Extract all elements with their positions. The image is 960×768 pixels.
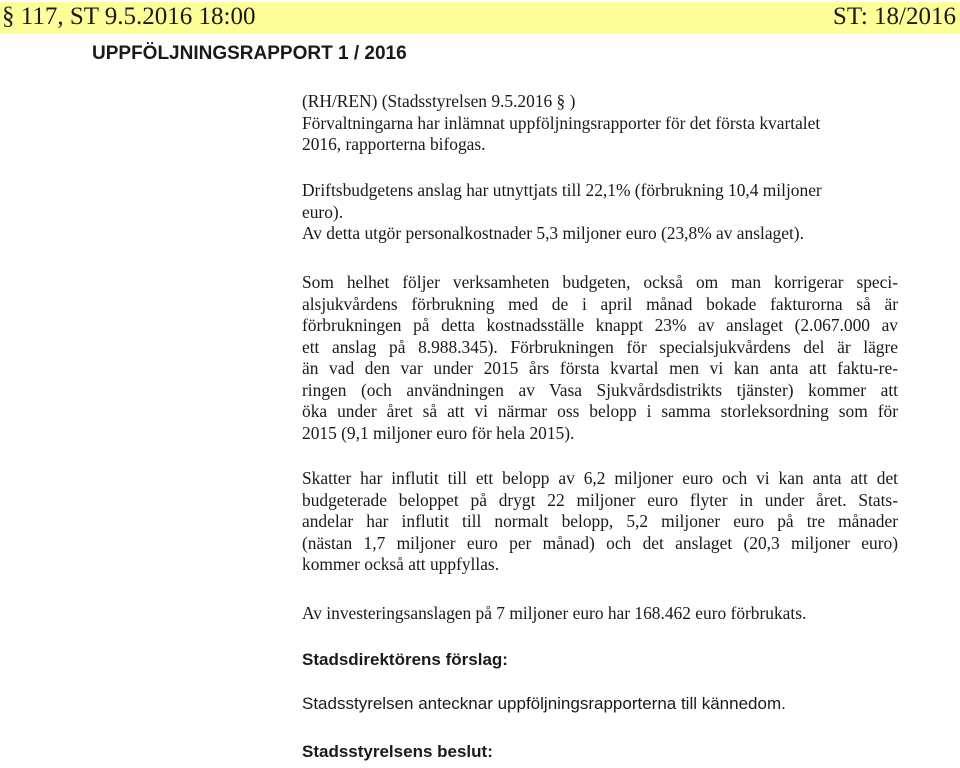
overall-line: ett anslag på 8.988.345). Förbrukningen för specialsjukvårdens del är lägre xyxy=(302,336,898,357)
taxes-line: budgeterade beloppet på drygt 22 miljoner euro flyter in under året. Stats- xyxy=(302,489,898,510)
investments-line: Av investeringsanslagen på 7 miljoner euro har 168.462 euro förbrukats. xyxy=(302,603,807,623)
intro-line: (RH/REN) (Stadsstyrelsen 9.5.2016 § ) xyxy=(302,91,576,111)
report-title: UPPFÖLJNINGSRAPPORT 1 / 2016 xyxy=(92,43,407,64)
section-reference: § 117, ST 9.5.2016 18:00 xyxy=(2,3,256,30)
investments-paragraph xyxy=(302,603,898,625)
overall-line: ringen (och användningen av Vasa Sjukvårdsdistrikts tjänster) kommer att xyxy=(302,379,898,400)
taxes-line: kommer också att uppfyllas. xyxy=(302,554,500,574)
overall-paragraph xyxy=(302,272,898,444)
intro-line: Förvaltningarna har inlämnat uppföljningsrapporter för det första kvartalet xyxy=(302,112,821,133)
budget-line: Av detta utgör personalkostnader 5,3 miljoner euro (23,8% av anslaget). xyxy=(302,223,804,243)
intro-line: 2016, rapporterna bifogas. xyxy=(302,134,486,154)
budget-line: Driftsbudgetens anslag har utnyttjats till 22,1% (förbrukning 10,4 miljoner xyxy=(302,180,822,200)
budget-paragraph xyxy=(302,180,898,245)
overall-line: Som helhet följer verksamheten budgeten, också om man korrigerar speci- xyxy=(302,272,898,292)
taxes-paragraph xyxy=(302,468,898,576)
taxes-line: (nästan 1,7 miljoner euro per månad) och det anslaget (20,3 miljoner euro) xyxy=(302,532,898,553)
overall-line: än vad den var under 2015 års första kvartal men vi kan anta att faktu-re- xyxy=(302,358,898,378)
budget-line: euro). xyxy=(302,201,344,222)
overall-line: öka under året så att vi närmar oss belopp i samma storleksordning som för xyxy=(302,401,898,421)
intro-paragraph xyxy=(302,91,898,156)
overall-line: 2015 (9,1 miljoner euro för hela 2015). xyxy=(302,422,575,443)
st-reference: ST: 18/2016 xyxy=(832,3,956,30)
taxes-line: andelar har influtit till normalt belopp, 5,2 miljoner euro på tre månader xyxy=(302,511,898,531)
decision-heading: Stadsstyrelsens beslut: xyxy=(302,742,493,761)
overall-line: förbrukningen på detta kostnadsställe knappt 23% av anslaget (2.067.000 av xyxy=(302,315,898,335)
proposal-text: Stadsstyrelsen antecknar uppföljningsrapporterna till kännedom. xyxy=(302,694,786,713)
proposal-heading: Stadsdirektörens förslag: xyxy=(302,650,508,669)
taxes-line: Skatter har influtit till ett belopp av 6,2 miljoner euro och vi kan anta att det xyxy=(302,468,898,488)
overall-line: alsjukvårdens förbrukning med de i april månad bokade fakturorna så är xyxy=(302,293,898,314)
